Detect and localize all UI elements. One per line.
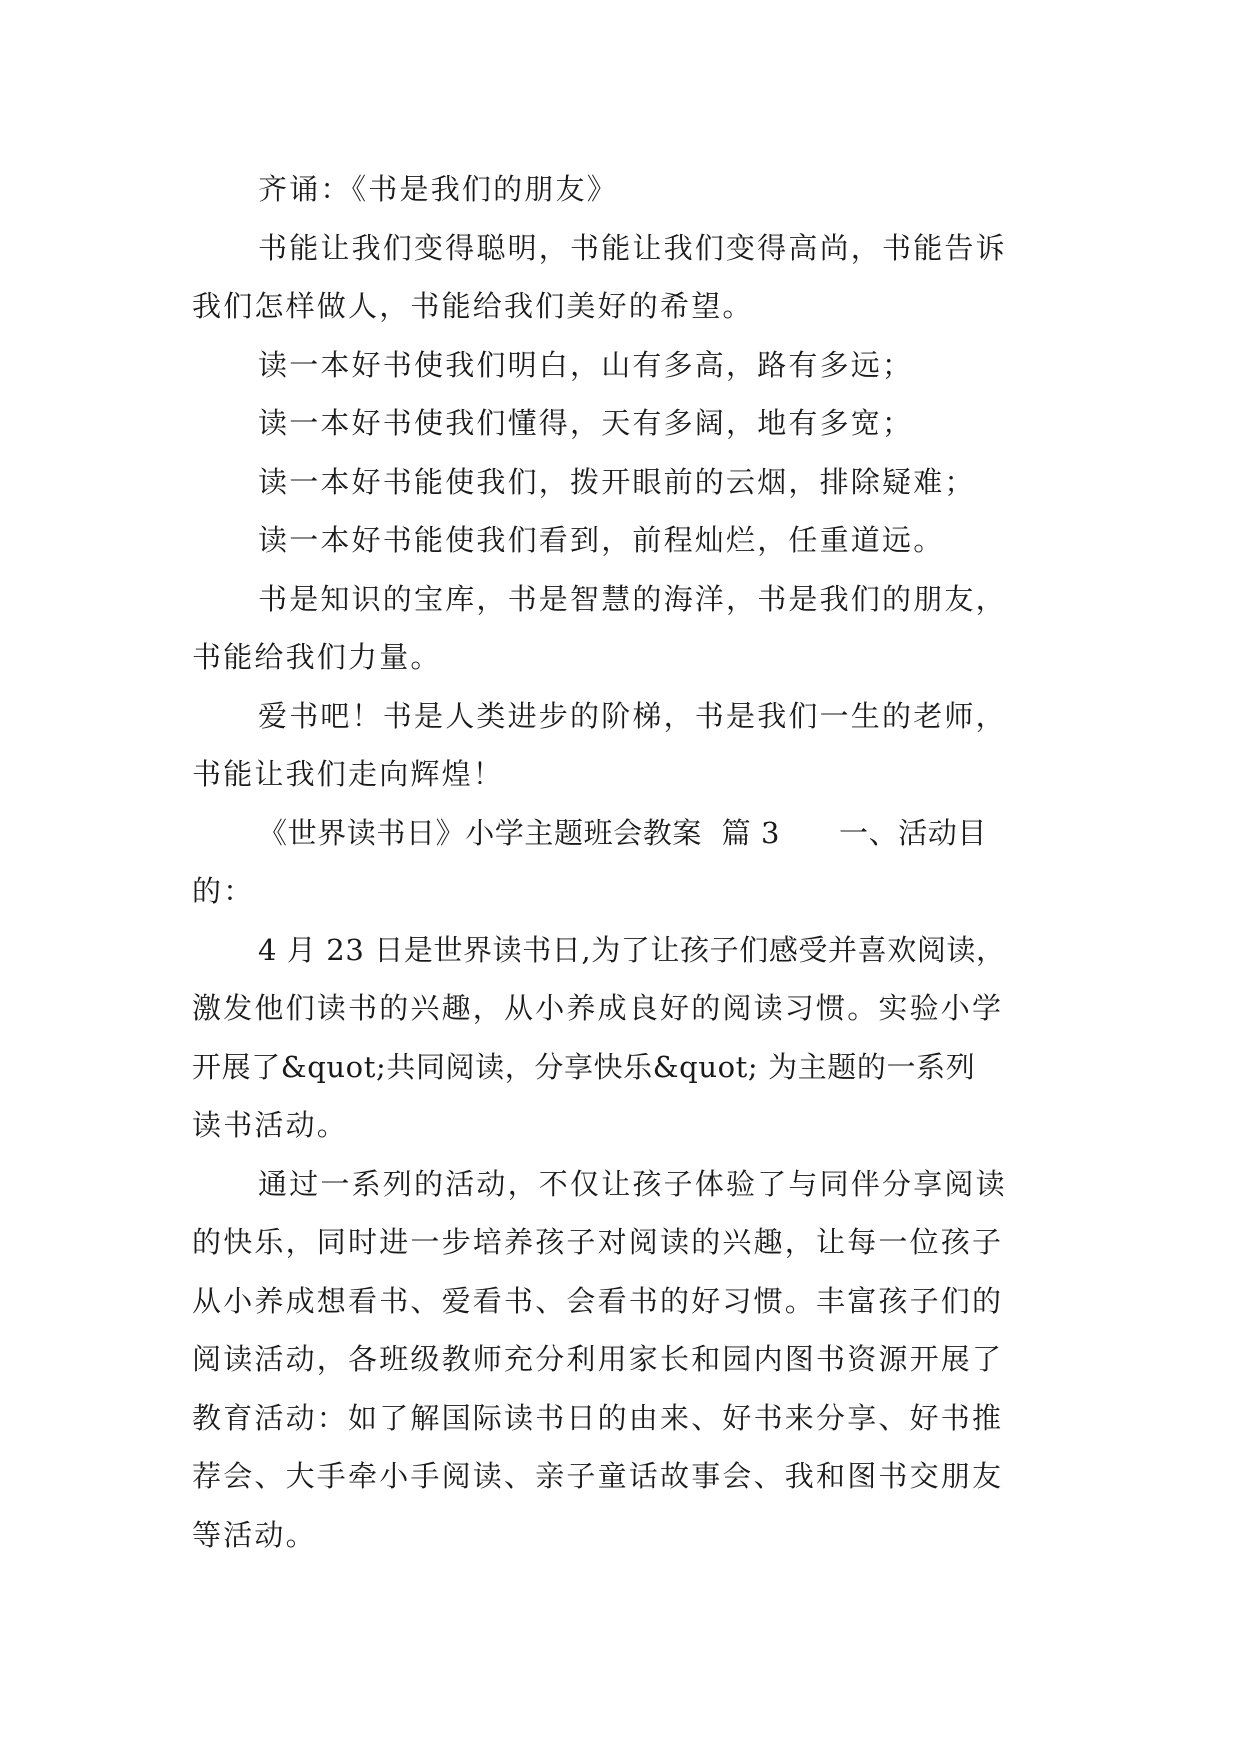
document-body: [192, 160, 1052, 1564]
text-line: 读一本好书能使我们看到，前程灿烂，任重道远。: [258, 523, 945, 557]
text-line: 4 月 23 日是世界读书日,为了让孩子们感受并喜欢阅读，: [258, 932, 1006, 967]
text-line: 书能给我们力量。: [192, 640, 442, 674]
text-line: 通过一系列的活动，不仅让孩子体验了与同伴分享阅读: [258, 1166, 1007, 1201]
text-line: 阅读活动，各班级教师充分利用家长和园内图书资源开展了: [192, 1342, 1004, 1376]
text-line: 读一本好书使我们明白，山有多高，路有多远；: [258, 347, 914, 382]
text-line: 教育活动：如了解国际读书日的由来、好书来分享、好书推: [192, 1400, 1004, 1435]
section-heading-line: 《世界读书日》小学主题班会教案 篇 3 一、活动目: [258, 815, 988, 850]
text-line: 书能让我们变得聪明，书能让我们变得高尚，书能告诉: [258, 230, 1007, 265]
text-line: 读一本好书能使我们，拨开眼前的云烟，排除疑难；: [258, 464, 976, 499]
text-line: 从小养成想看书、爱看书、会看书的好习惯。丰富孩子们的: [192, 1283, 1004, 1318]
text-line: 齐诵：《书是我们的朋友》: [258, 172, 618, 206]
text-line: 激发他们读书的兴趣，从小养成良好的阅读习惯。实验小学: [192, 991, 1004, 1025]
text-line: 的：: [192, 874, 255, 908]
text-line: 读书活动。: [192, 1108, 349, 1142]
text-line: 我们怎样做人，书能给我们美好的希望。: [192, 289, 754, 323]
text-line: 读一本好书使我们懂得，天有多阔，地有多宽；: [258, 406, 914, 440]
text-line: 等活动。: [192, 1517, 317, 1552]
text-line: 荐会、大手牵小手阅读、亲子童话故事会、我和图书交朋友: [192, 1459, 1004, 1493]
text-line: 爱书吧！书是人类进步的阶梯，书是我们一生的老师，: [258, 698, 1007, 733]
text-line: 开展了&quot;共同阅读，分享快乐&quot; 为主题的一系列: [192, 1049, 976, 1084]
text-line: 书能让我们走向辉煌！: [192, 757, 505, 791]
text-line: 的快乐，同时进一步培养孩子对阅读的兴趣，让每一位孩子: [192, 1225, 1004, 1259]
text-line: 书是知识的宝库，书是智慧的海洋，书是我们的朋友，: [258, 581, 1007, 616]
